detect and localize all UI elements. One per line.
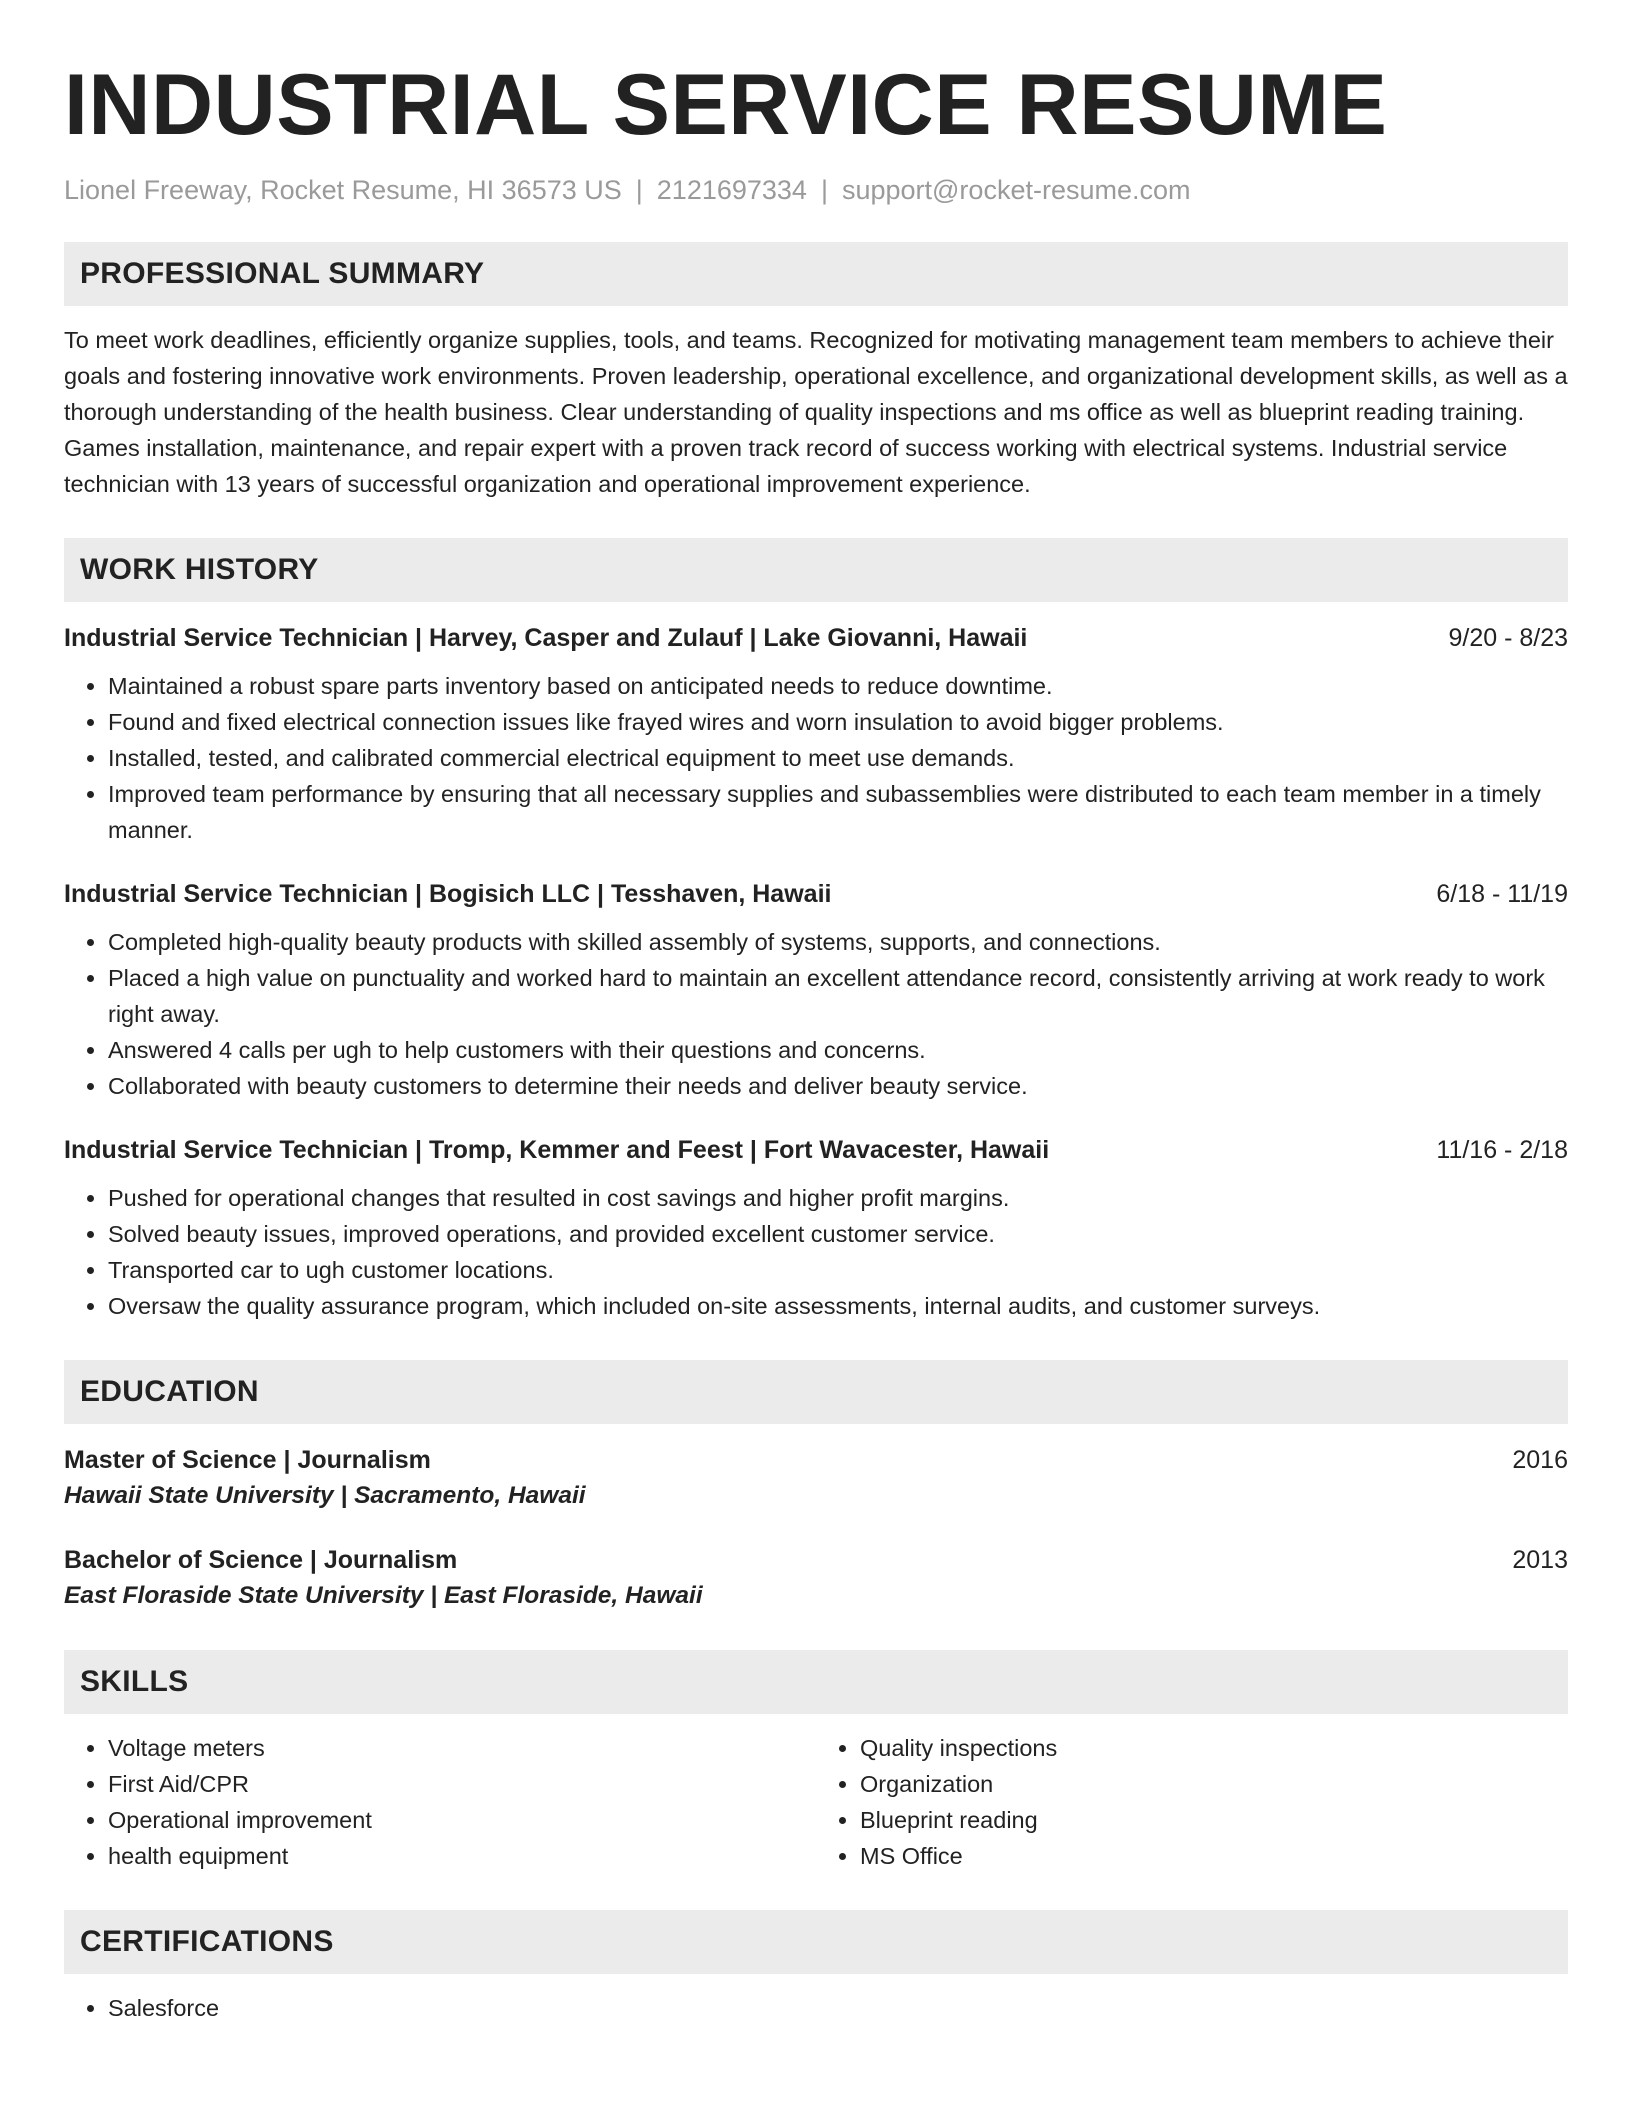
skills-column-left xyxy=(64,1730,816,1874)
skill-item: • Voltage meters xyxy=(108,1730,816,1766)
education-header xyxy=(64,1442,1568,1478)
contact-line xyxy=(64,174,1568,206)
job-dates: 6/18 - 11/19 xyxy=(1436,880,1568,909)
job-title: Industrial Service Technician | Bogisich LLC | Tesshaven, Hawaii xyxy=(64,880,832,909)
section-heading-education: EDUCATION xyxy=(64,1360,1568,1424)
job-header xyxy=(64,1132,1568,1168)
education-entry xyxy=(64,1542,1568,1614)
job-entry xyxy=(64,876,1568,1104)
job-bullet: • Oversaw the quality assurance program, which included on-site assessments, internal audits, and customer surveys. xyxy=(108,1288,1568,1324)
certifications-list xyxy=(64,1990,1568,2026)
skill-item: • MS Office xyxy=(860,1838,1568,1874)
skills-section xyxy=(64,1650,1568,1874)
job-title: Industrial Service Technician | Tromp, Kemmer and Feest | Fort Wavacester, Hawaii xyxy=(64,1136,1050,1165)
resume-title: INDUSTRIAL SERVICE RESUME xyxy=(64,57,1388,153)
job-bullets xyxy=(64,1180,1568,1324)
job-bullet: • Answered 4 calls per ugh to help customers with their questions and concerns. xyxy=(108,1032,1568,1068)
job-bullet: • Placed a high value on punctuality and worked hard to maintain an excellent attendance record, consistently arriving at work ready to work right away. xyxy=(108,960,1568,1032)
contact-separator: | xyxy=(635,175,643,205)
job-bullet: • Maintained a robust spare parts inventory based on anticipated needs to reduce downtime. xyxy=(108,668,1568,704)
job-bullet: • Collaborated with beauty customers to determine their needs and deliver beauty service. xyxy=(108,1068,1568,1104)
job-title: Industrial Service Technician | Harvey, Casper and Zulauf | Lake Giovanni, Hawaii xyxy=(64,624,1028,653)
skill-item: • Organization xyxy=(860,1766,1568,1802)
certifications-section xyxy=(64,1910,1568,2026)
skill-item: • health equipment xyxy=(108,1838,816,1874)
skills-column-right xyxy=(816,1730,1568,1874)
education-section xyxy=(64,1360,1568,1614)
job-header xyxy=(64,620,1568,656)
summary-text: To meet work deadlines, efficiently organize supplies, tools, and teams. Recognized for motivating management team members to achieve their goals and fostering innovative work environments. Proven leadership, operational excellence, and organizational development skills, as well as a thorough understanding of the health business. Clear understanding of quality inspections and ms office as well as blueprint reading training. Games installation, maintenance, and repair expert with a proven track record of success working with electrical systems. Industrial service technician with 13 years of successful organization and operational improvement experience. xyxy=(64,327,1568,498)
section-heading-skills: SKILLS xyxy=(64,1650,1568,1714)
job-entry xyxy=(64,620,1568,848)
summary-section xyxy=(64,242,1568,502)
job-bullet: • Pushed for operational changes that resulted in cost savings and higher profit margins. xyxy=(108,1180,1568,1216)
section-heading-work-history: WORK HISTORY xyxy=(64,538,1568,602)
education-header xyxy=(64,1542,1568,1578)
skill-item: • Quality inspections xyxy=(860,1730,1568,1766)
education-entry xyxy=(64,1442,1568,1514)
job-bullet: • Solved beauty issues, improved operations, and provided excellent customer service. xyxy=(108,1216,1568,1252)
job-bullet: • Transported car to ugh customer locations. xyxy=(108,1252,1568,1288)
job-bullet: • Improved team performance by ensuring that all necessary supplies and subassemblies were distributed to each team member in a timely manner. xyxy=(108,776,1568,848)
contact-separator: | xyxy=(820,175,828,205)
contact-address: Lionel Freeway, Rocket Resume, HI 36573 US xyxy=(64,175,622,205)
job-bullet: • Completed high-quality beauty products with skilled assembly of systems, supports, and connections. xyxy=(108,924,1568,960)
education-year: 2013 xyxy=(1512,1546,1568,1575)
job-bullet: • Found and fixed electrical connection issues like frayed wires and worn insulation to avoid bigger problems. xyxy=(108,704,1568,740)
job-dates: 11/16 - 2/18 xyxy=(1436,1136,1568,1165)
education-year: 2016 xyxy=(1512,1446,1568,1475)
section-heading-summary: PROFESSIONAL SUMMARY xyxy=(64,242,1568,306)
education-school: East Floraside State University | East Floraside, Hawaii xyxy=(64,1582,703,1610)
skill-item: • First Aid/CPR xyxy=(108,1766,816,1802)
skills-grid xyxy=(64,1730,1568,1874)
job-entry xyxy=(64,1132,1568,1324)
skill-item: • Operational improvement xyxy=(108,1802,816,1838)
job-bullets xyxy=(64,668,1568,848)
certification-item: • Salesforce xyxy=(108,1990,1568,2026)
job-bullets xyxy=(64,924,1568,1104)
job-header xyxy=(64,876,1568,912)
contact-phone: 2121697334 xyxy=(656,175,807,205)
skill-item: • Blueprint reading xyxy=(860,1802,1568,1838)
education-school: Hawaii State University | Sacramento, Hawaii xyxy=(64,1482,586,1510)
contact-email: support@rocket-resume.com xyxy=(841,175,1191,205)
education-degree: Bachelor of Science | Journalism xyxy=(64,1546,458,1575)
job-dates: 9/20 - 8/23 xyxy=(1448,624,1568,653)
job-bullet: • Installed, tested, and calibrated commercial electrical equipment to meet use demands. xyxy=(108,740,1568,776)
section-heading-certifications: CERTIFICATIONS xyxy=(64,1910,1568,1974)
work-history-section xyxy=(64,538,1568,1324)
education-degree: Master of Science | Journalism xyxy=(64,1446,431,1475)
